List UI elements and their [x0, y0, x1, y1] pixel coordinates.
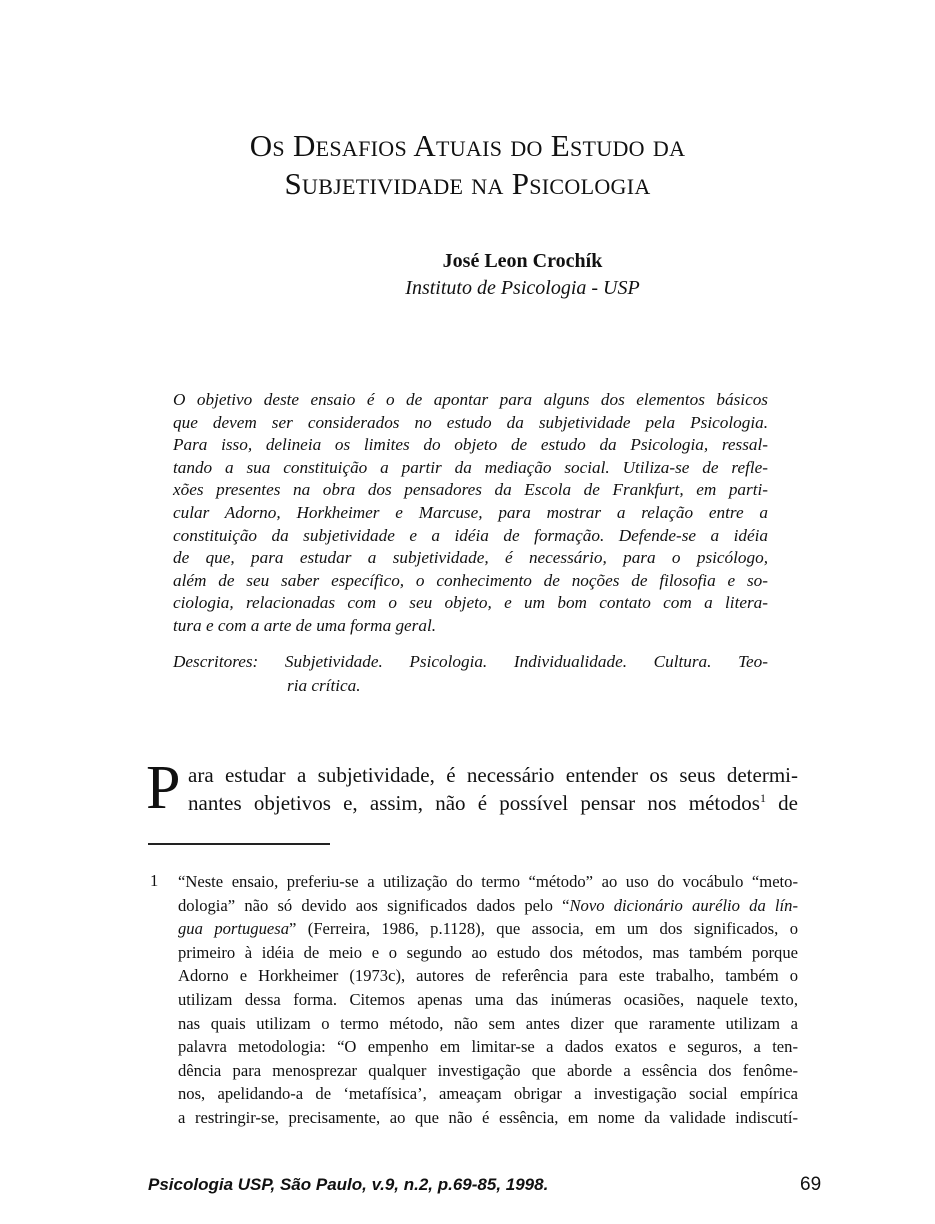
page-number: 69	[800, 1174, 822, 1195]
footnote-line	[178, 1059, 798, 1083]
abstract-line: de que, para estudar a subjetividade, é necessário, para o psicólogo,	[173, 548, 768, 568]
body-line-2	[188, 789, 798, 817]
abstract-line: O objetivo deste ensaio é o de apontar para alguns dos elementos básicos	[173, 390, 768, 409]
abstract-line: xões presentes na obra dos pensadores da Escola de Frankfurt, em parti-	[173, 480, 768, 500]
footnote-line	[178, 870, 798, 894]
abstract-line: ciologia, relacionadas com o seu objeto, e um bom contato com a litera-	[173, 593, 768, 613]
descriptors-line-2: ria crítica.	[287, 676, 361, 695]
footnote-line	[178, 1035, 798, 1059]
footnote-text: “Neste ensaio, preferiu-se a utilização do termo “método” ao uso do vocábulo “meto-	[178, 872, 798, 891]
footnote-line	[178, 941, 798, 965]
author-affiliation: Instituto de Psicologia - USP	[405, 277, 640, 299]
drop-cap: P	[146, 754, 181, 822]
footnote-reference[interactable]: 1	[759, 791, 766, 805]
footnote-text: dência para menosprezar qualquer investigação que aborde a essência dos fenôme-	[178, 1060, 798, 1080]
footnote-line	[178, 1012, 798, 1036]
body-line-1: ara estudar a subjetividade, é necessário entender os seus determi-	[188, 763, 798, 787]
footnote-text: Novo dicionário aurélio da lín-	[569, 895, 798, 915]
descriptors-line-1: Descritores: Subjetividade. Psicologia. Individualidade. Cultura. Teo-	[173, 652, 768, 671]
footnote-text: a restringir-se, precisamente, ao que não é essência, em nome da validade indiscutí-	[178, 1107, 798, 1127]
abstract-line: que devem ser considerados no estudo da subjetividade pela Psicologia.	[173, 412, 768, 432]
descriptors	[173, 650, 768, 698]
abstract	[173, 389, 768, 638]
body-line-2-text: nantes objetivos e, assim, não é possível pensar nos métodos	[188, 791, 760, 815]
footnote-line	[178, 1106, 798, 1130]
body-line-2-end: de	[765, 791, 798, 815]
footnote-divider	[148, 843, 330, 845]
footnote-text: nos, apelidando-a de ‘metafísica’, ameaçam obrigar a investigação social empírica	[178, 1084, 798, 1104]
title-line-2: Subjetividade na Psicologia	[284, 166, 651, 201]
footnote-text: ” (Ferreira, 1986, p.1128), que associa, em um dos significados, o	[289, 919, 798, 939]
footnote-text: nas quais utilizam o termo método, não sem antes dizer que raramente utilizam a	[178, 1013, 798, 1033]
footnote-line	[178, 894, 798, 918]
abstract-line: tura e com a arte de uma forma geral.	[173, 615, 437, 635]
title-line-1: Os Desafios Atuais do Estudo da	[249, 128, 686, 163]
abstract-line: Para isso, delineia os limites do objeto de estudo da Psicologia, ressal-	[173, 435, 768, 455]
footnote-text: palavra metodologia: “O empenho em limitar-se a dados exatos e seguros, a ten-	[178, 1037, 798, 1057]
footnote-text: primeiro à idéia de meio e o segundo ao estudo dos métodos, mas também porque	[178, 942, 798, 962]
footnote-line	[178, 917, 798, 941]
author-name: José Leon Crochík	[442, 250, 603, 272]
footnote-line	[178, 1082, 798, 1106]
footnote-text: dologia” não só devido aos significados dados pelo “	[178, 895, 570, 915]
journal-citation: Psicologia USP, São Paulo, v.9, n.2, p.69-85, 1998.	[148, 1175, 549, 1194]
footnote-text: Adorno e Horkheimer (1973c), autores de referência para este trabalho, também o	[178, 966, 798, 986]
abstract-line: além de seu saber específico, o conhecimento de noções de filosofia e so-	[173, 570, 768, 590]
abstract-line: constituição da subjetividade e a idéia de formação. Defende-se a idéia	[173, 525, 768, 545]
footnote-text: gua portuguesa	[178, 919, 289, 939]
abstract-line: cular Adorno, Horkheimer e Marcuse, para mostrar a relação entre a	[173, 502, 768, 522]
abstract-line: tando a sua constituição a partir da mediação social. Utiliza-se de refle-	[173, 457, 768, 477]
footnote-line	[178, 964, 798, 988]
body-paragraph	[146, 754, 798, 822]
footnote-number: 1	[150, 871, 159, 890]
footnote	[178, 870, 798, 1130]
footnote-text: utilizam dessa forma. Citemos apenas uma das inúmeras ocasiões, naquele texto,	[178, 989, 798, 1009]
footnote-line	[178, 988, 798, 1012]
